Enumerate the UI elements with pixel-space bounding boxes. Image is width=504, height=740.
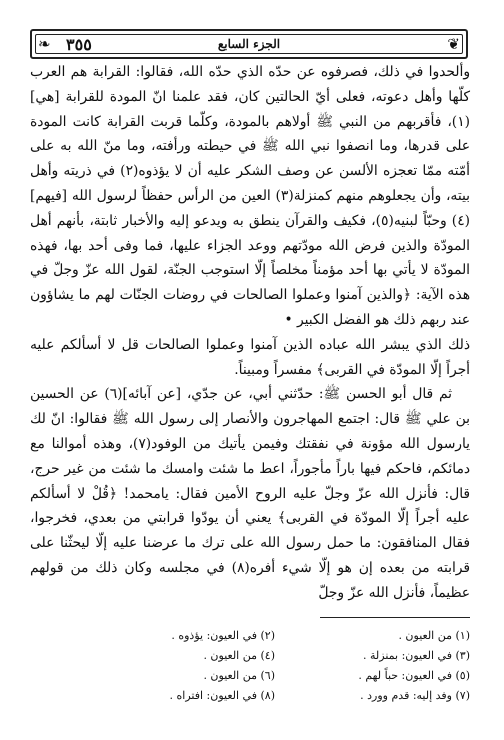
part-title: الجزء السابع [217,37,281,51]
footnote: (١) من العيون . [398,629,470,642]
footnote: (٣) في العيون: بمنزلة . [363,649,470,662]
paragraph: ثم قال أبو الحسن ﷺ: حدّثني أبي، عن جدّي، [عن آبائه](٦) عن الحسين بن علي ﷺ قال: اجتمع المهاجرون والأنصار إلى رسول الله ﷺ فقالوا: انّ لك يارسول الله مؤونة في نفقتك وفيمن يأتيك من الوفود(٧)، وهذه أموالنا مع دمائكم، فاحكم فيها باراً مأجوراً، اعط ما شئت وامسك ما شئت من غير حرج، قال: فأنزل الله عزّ وجلّ عليه الروح الأمين فقال: يامحمد! ﴿قُلْ لا أسألكم عليه أجراً إلّا المودّة في القربى﴾ يعني أن يودّوا قرابتي من بعدي، فخرجوا، فقال المنافقون: ما حمل رسول الله على ترك ما عرضنا عليه إلّا ليحثّنا على قرابته من بعده إن هو إلّا شيء أفره(٨) في مجلسه وكان ذلك من قولهم عظيماً، فأنزل الله عزّ وجلّ [30,386,471,601]
footnote: (٦) من العيون . [203,669,275,682]
page-number: ٣٥٥ [66,35,92,54]
paragraph: ذلك الذي يبشر الله عباده الذين آمنوا وعملوا الصالحات قل لا أسألكم عليه أجراً إلّا المودّة في القربى﴾ مفسراً ومبيناً. [30,336,470,378]
ornament-left-icon: ❧ [38,35,51,53]
footnote: (٤) من العيون . [203,649,275,662]
footnote-separator [320,617,470,618]
footnote: (٧) وفد إليه: قدم وورد . [360,689,470,702]
ornament-right-icon: ❦ [447,35,460,53]
footnote: (٢) في العيون: يؤذوه . [171,629,275,642]
footnote: (٥) في العيون: حباً لهم . [358,669,470,682]
main-text [30,60,470,606]
footnote: (٨) في العيون: افتراه . [169,689,275,702]
paragraph: وألحدوا في ذلك، فصرفوه عن حدّه الذي حدّه الله، فقالوا: القرابة هم العرب كلّها وأهل دعوته، فعلى أيّ الحالتين كان، فقد علمنا انّ المودة للقرابة [هي](١)، فأقربهم من النبي ﷺ أولاهم بالمودة، وكلّما قربت القرابة كانت المودة على قدرها، وما انصفوا نبي الله ﷺ في حيطته ورأفته، وما منّ الله به على أمّته ممّا تعجزه الألسن عن وصف الشكر عليه أن لا يؤذوه(٢) في ذريته وأهل بيته، وأن يجعلوهم منهم كمنزلة(٣) العين من الرأس حفظاً لرسول الله [فيهم](٤) وحبّاً لبنيه(٥)، فكيف والقرآن ينطق به ويدعو إليه والأخبار ثابتة، بأنهم أهل المودّة والذين فرض الله مودّتهم ووعد الجزاء عليها، فما وفى أحد بها، فهذه المودّة لا يأتي بها أحد مؤمناً مخلصاً إلّا استوجب الجنّة، لقول الله عزّ وجلّ في هذه الآية: ﴿والذين آمنوا وعملوا الصالحات في روضات الجنّات لهم ما يشاؤون عند ربهم ذلك هو الفضل الكبير • [30,64,471,328]
page-header [30,29,468,59]
footnotes [100,628,470,704]
